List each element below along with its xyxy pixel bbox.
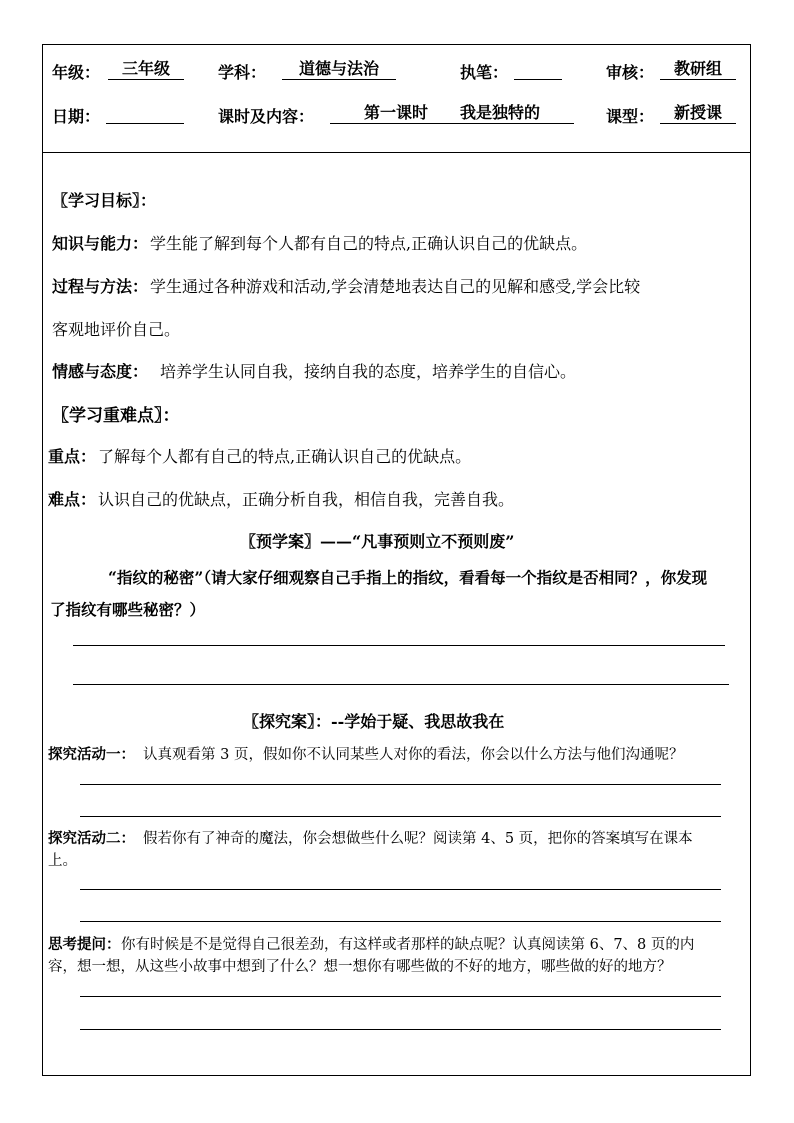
preview-heading: 〖预学案〗——“凡事预则立不预则废”: [240, 532, 515, 551]
header-divider: [42, 152, 751, 153]
process-label: 过程与方法：: [52, 277, 149, 296]
emotion-text: 培养学生认同自我，接纳自我的态度，培养学生的自信心。: [160, 362, 577, 381]
activity2-label: 探究活动二：: [48, 830, 135, 847]
type-label: 课型：: [606, 107, 655, 126]
preview-question-line-1: “指纹的秘密”（请大家仔细观察自己手指上的指纹，看看每一个指纹是否相同？，你发现: [108, 568, 708, 587]
knowledge-label: 知识与能力：: [52, 234, 149, 253]
answer-line[interactable]: [80, 889, 721, 890]
answer-line[interactable]: [73, 645, 725, 646]
answer-line[interactable]: [80, 921, 721, 922]
process-text: 学生通过各种游戏和活动,学会清楚地表达自己的见解和感受,学会比较: [150, 277, 641, 296]
date-label: 日期：: [52, 107, 101, 126]
think-text-continued: 容，想一想，从这些小故事中想到了什么？想一想你有哪些做的不好的地方，哪些做的好的地方？: [48, 959, 672, 975]
key-label: 重点：: [48, 447, 97, 466]
key-text: 了解每个人都有自己的特点,正确认识自己的优缺点。: [98, 447, 472, 466]
author-value[interactable]: [514, 59, 562, 80]
answer-line[interactable]: [80, 784, 721, 785]
knowledge-text: 学生能了解到每个人都有自己的特点,正确认识自己的优缺点。: [150, 234, 588, 253]
grade-label: 年级：: [52, 63, 101, 82]
grade-value[interactable]: 三年级: [108, 59, 184, 80]
keypoints-heading: 〖学习重难点〗：: [52, 406, 180, 426]
activity1-text: 认真观看第 3 页，假如你不认同某些人对你的看法，你会以什么方法与他们沟通呢？: [143, 747, 684, 763]
activity1-label: 探究活动一：: [48, 746, 135, 763]
process-text-continued: 客观地评价自己。: [52, 320, 181, 339]
answer-line[interactable]: [73, 684, 729, 685]
author-label: 执笔：: [460, 63, 509, 82]
lesson-value[interactable]: 第一课时 我是独特的: [330, 103, 574, 124]
activity2-text: 假若你有了神奇的魔法，你会想做些什么呢？阅读第 4、5 页，把你的答案填写在课本: [143, 831, 693, 847]
explore-heading: 〖探究案〗：--学始于疑、我思故我在: [243, 712, 505, 731]
think-text: 你有时候是不是觉得自己很差劲，有这样或者那样的缺点呢？认真阅读第 6、7、8 页的内: [121, 937, 695, 953]
lesson-label: 课时及内容：: [218, 107, 315, 126]
reviewer-value[interactable]: 教研组: [660, 59, 736, 80]
answer-line[interactable]: [80, 996, 721, 997]
objectives-heading: 〖学习目标〗：: [52, 191, 157, 210]
subject-label: 学科：: [218, 63, 267, 82]
answer-line[interactable]: [80, 1029, 721, 1030]
think-label: 思考提问：: [48, 936, 121, 953]
difficult-label: 难点：: [48, 490, 97, 509]
emotion-label: 情感与态度：: [52, 362, 149, 381]
activity2-text-continued: 上。: [48, 853, 77, 869]
subject-value[interactable]: 道德与法治: [282, 59, 396, 80]
date-value[interactable]: [106, 103, 184, 124]
answer-line[interactable]: [80, 816, 721, 817]
difficult-text: 认识自己的优缺点，正确分析自我，相信自我，完善自我。: [98, 490, 515, 509]
type-value[interactable]: 新授课: [660, 103, 736, 124]
preview-question-line-2: 了指纹有哪些秘密？）: [50, 600, 206, 619]
reviewer-label: 审核：: [606, 63, 655, 82]
